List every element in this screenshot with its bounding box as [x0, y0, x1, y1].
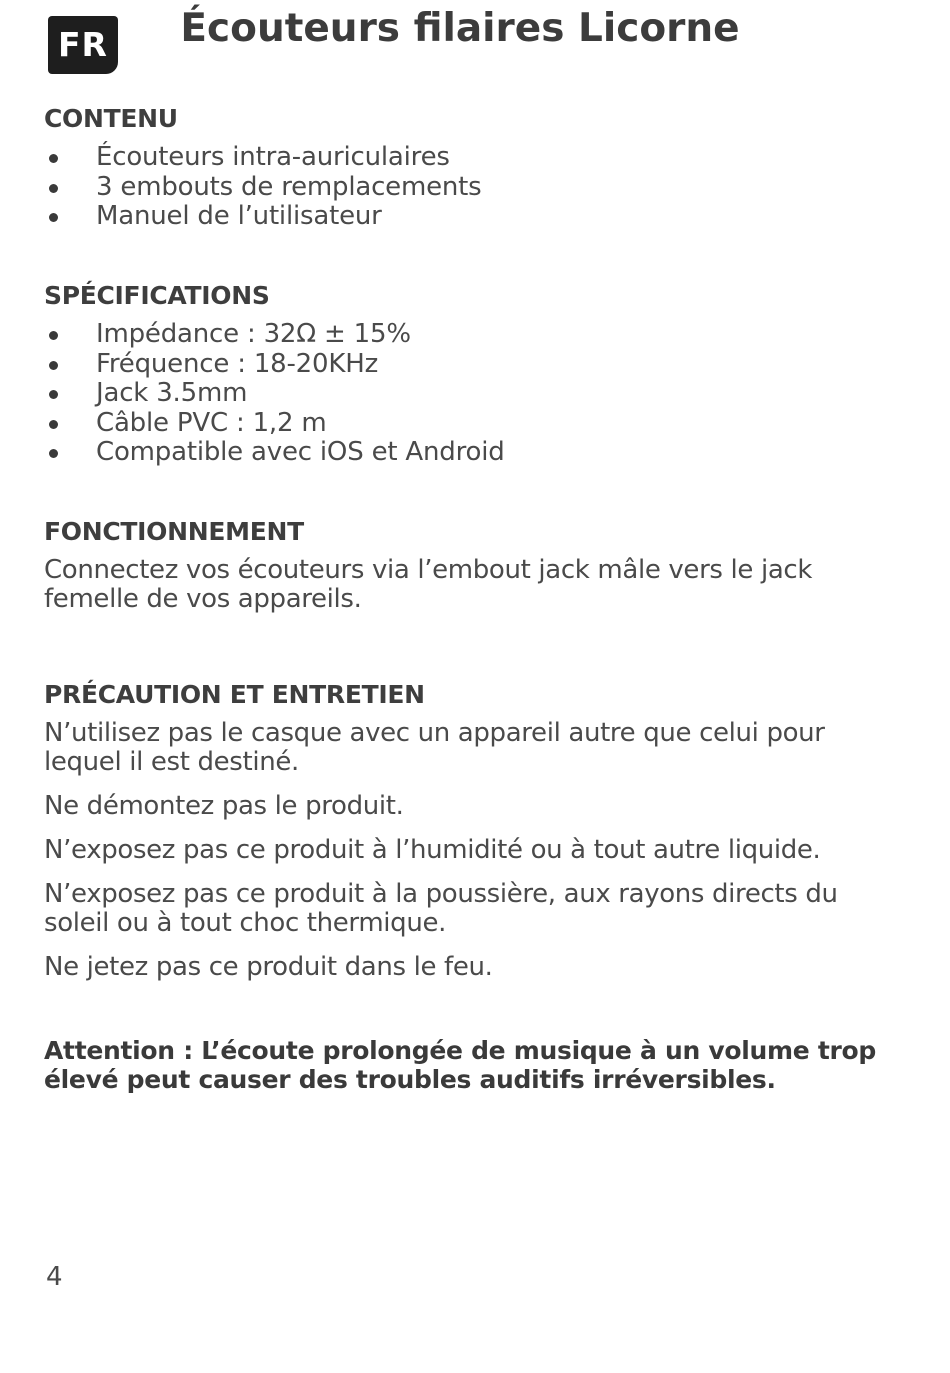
- precaution-paragraph: N’exposez pas ce produit à l’humidité ou à tout autre liquide.: [44, 835, 821, 865]
- precaution-heading: PRÉCAUTION ET ENTRETIEN: [44, 680, 425, 709]
- list-item-text: Fréquence : 18-20KHz: [96, 348, 379, 379]
- contenu-heading: CONTENU: [44, 104, 178, 133]
- contenu-list: [44, 143, 904, 232]
- specifications-heading: SPÉCIFICATIONS: [44, 281, 270, 310]
- fonctionnement-heading: FONCTIONNEMENT: [44, 517, 304, 546]
- specifications-list: [44, 320, 904, 468]
- fonctionnement-section: [44, 517, 904, 614]
- list-item-text: Câble PVC : 1,2 m: [96, 407, 327, 438]
- language-badge: FR: [48, 16, 118, 74]
- specifications-section: [44, 281, 904, 468]
- bullet-icon: [49, 390, 58, 399]
- list-item-text: Écouteurs intra-auriculaires: [96, 142, 450, 172]
- list-item: [44, 143, 904, 173]
- list-item: [44, 320, 904, 350]
- page-number: 4: [46, 1262, 63, 1292]
- bullet-icon: [49, 420, 58, 429]
- page-title: Écouteurs filaires Licorne: [180, 6, 740, 51]
- list-item: [44, 438, 904, 468]
- bullet-icon: [49, 449, 58, 458]
- bullet-icon: [49, 184, 58, 193]
- bullet-icon: [49, 361, 58, 370]
- precaution-paragraph: Ne démontez pas le produit.: [44, 791, 404, 821]
- bullet-icon: [49, 213, 58, 222]
- contenu-section: [44, 104, 904, 232]
- list-item: [44, 379, 904, 409]
- precaution-paragraph: N’utilisez pas le casque avec un appareil autre que celui pour lequel il est destiné.: [44, 718, 825, 777]
- fonctionnement-text: Connectez vos écouteurs via l’embout jack mâle vers le jack femelle de vos appareils.: [44, 555, 813, 614]
- list-item-text: Impédance : 32Ω ± 15%: [96, 319, 411, 349]
- list-item: [44, 173, 904, 203]
- warning-text: Attention : L’écoute prolongée de musique à un volume trop élevé peut causer des troubles auditifs irréversibles.: [44, 1036, 876, 1094]
- list-item: [44, 202, 904, 232]
- list-item: [44, 350, 904, 380]
- list-item-text: Manuel de l’utilisateur: [96, 201, 382, 231]
- list-item-text: 3 embouts de remplacements: [96, 171, 482, 202]
- precaution-section: [44, 680, 904, 982]
- precaution-paragraph: N’exposez pas ce produit à la poussière, aux rayons directs du soleil ou à tout choc thermique.: [44, 879, 838, 938]
- list-item-text: Compatible avec iOS et Android: [96, 437, 505, 467]
- list-item: [44, 409, 904, 439]
- list-item-text: Jack 3.5mm: [96, 378, 248, 408]
- bullet-icon: [49, 154, 58, 163]
- precaution-paragraph: Ne jetez pas ce produit dans le feu.: [44, 952, 493, 982]
- bullet-icon: [49, 331, 58, 340]
